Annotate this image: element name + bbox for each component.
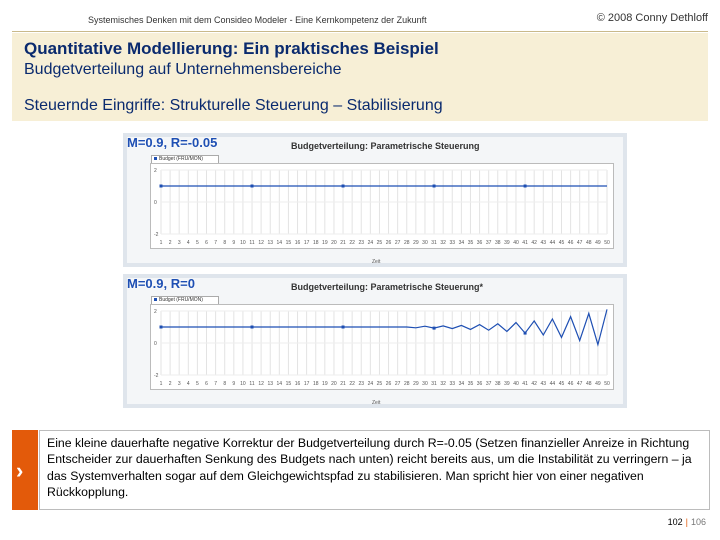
x-tick-label: 29	[413, 240, 419, 246]
x-tick-label: 8	[223, 240, 227, 246]
x-tick-label: 13	[267, 381, 274, 387]
x-tick-label: 25	[376, 240, 383, 246]
x-tick-label: 22	[349, 240, 355, 246]
x-tick-label: 17	[303, 240, 310, 246]
x-tick-label: 18	[312, 381, 319, 387]
note-box	[39, 430, 710, 510]
chart-1	[123, 133, 627, 267]
x-tick-label: 24	[367, 381, 374, 387]
page-separator: |	[685, 517, 688, 527]
x-tick-label: 29	[413, 381, 419, 387]
x-tick-label: 40	[513, 381, 519, 387]
x-tick-label: 33	[449, 240, 456, 246]
x-tick-label: 33	[449, 381, 456, 387]
x-tick-label: 41	[522, 381, 528, 387]
x-tick-label: 49	[595, 240, 601, 246]
x-tick-label: 26	[385, 240, 392, 246]
x-tick-label: 7	[214, 381, 218, 387]
x-tick-label: 45	[558, 381, 565, 387]
x-tick-label: 9	[232, 381, 236, 387]
x-tick-label: 42	[531, 381, 537, 387]
x-tick-label: 37	[485, 240, 492, 246]
x-tick-label: 38	[494, 240, 501, 246]
chart-1-xlabel: Zeit	[372, 259, 381, 265]
note-text: Eine kleine dauerhafte negative Korrektur der Budgetverteilung durch R=-0.05 (Setzen finanzieller Anreize in Richtung Entscheider zur dauerhaften Senkung des Budgets nach unten) reicht bereits aus, um die Instabilität zu verringern – ja das Systemverhalten sogar auf dem Gleichgewichtspfad zu stabilisieren. Man spricht hier von einer negativen Rückkopplung.	[47, 436, 692, 500]
x-tick-label: 22	[349, 381, 355, 387]
x-tick-label: 32	[440, 240, 446, 246]
x-tick-label: 34	[458, 381, 465, 387]
chart-1-param-label: M=0.9, R=-0.05	[127, 135, 218, 150]
x-tick-label: 41	[522, 240, 528, 246]
data-point	[342, 326, 345, 329]
x-tick-label: 42	[531, 240, 537, 246]
legend-swatch	[154, 157, 157, 160]
data-point	[433, 327, 436, 330]
chart-1-title: Budgetverteilung: Parametrische Steuerung	[291, 141, 480, 151]
page-total: 106	[690, 517, 706, 527]
chart-2-svg	[151, 305, 613, 389]
data-point	[160, 185, 163, 188]
x-tick-label: 2	[168, 381, 172, 387]
x-tick-label: 12	[258, 240, 264, 246]
x-tick-label: 4	[186, 240, 190, 246]
chart-2-title: Budgetverteilung: Parametrische Steuerung*	[291, 282, 484, 292]
x-tick-label: 43	[540, 381, 547, 387]
data-point	[251, 185, 254, 188]
x-tick-label: 16	[294, 240, 301, 246]
x-tick-label: 21	[340, 381, 346, 387]
x-tick-label: 18	[312, 240, 319, 246]
x-tick-label: 43	[540, 240, 547, 246]
x-tick-label: 3	[177, 381, 181, 387]
x-tick-label: 37	[485, 381, 492, 387]
x-tick-label: 19	[322, 240, 328, 246]
x-tick-label: 3	[177, 240, 181, 246]
x-tick-label: 20	[331, 381, 337, 387]
x-tick-label: 12	[258, 381, 264, 387]
x-tick-label: 5	[196, 381, 199, 387]
x-tick-label: 48	[586, 381, 592, 387]
chart-2-legend-label: Budget (FRU/MON)	[159, 297, 203, 303]
x-tick-label: 44	[549, 381, 556, 387]
x-tick-label: 44	[549, 240, 556, 246]
x-tick-label: 50	[604, 240, 610, 246]
slide-subtitle: Budgetverteilung auf Unternehmensbereiche	[24, 61, 342, 78]
section-title: Steuernde Eingriffe: Strukturelle Steuerung – Stabilisierung	[24, 97, 443, 114]
x-tick-label: 6	[205, 381, 208, 387]
chart-2-xlabel: Zeit	[372, 400, 381, 406]
slide-title: Quantitative Modellierung: Ein praktisches Beispiel	[24, 39, 439, 58]
chart-1-legend-label: Budget (FRU/MON)	[159, 156, 203, 162]
x-tick-label: 23	[358, 381, 365, 387]
x-tick-label: 13	[267, 240, 274, 246]
x-tick-label: 1	[159, 240, 163, 246]
x-tick-label: 30	[422, 240, 428, 246]
x-tick-label: 15	[285, 381, 292, 387]
x-tick-label: 14	[276, 240, 283, 246]
data-point	[524, 185, 527, 188]
x-tick-label: 34	[458, 240, 465, 246]
x-tick-label: 6	[205, 240, 208, 246]
header-subtitle: Systemisches Denken mit dem Consideo Modeler - Eine Kernkompetenz der Zukunft	[88, 15, 427, 25]
x-tick-label: 38	[494, 381, 501, 387]
chevron-right-icon: ›	[16, 458, 24, 483]
x-tick-label: 25	[376, 381, 383, 387]
header-divider	[12, 31, 708, 32]
series-line-budget	[161, 309, 607, 344]
x-tick-label: 39	[504, 240, 510, 246]
data-point	[524, 332, 527, 335]
x-tick-label: 27	[394, 240, 401, 246]
x-tick-label: 11	[249, 240, 255, 246]
x-tick-label: 46	[567, 381, 574, 387]
y-tick-label: 2	[154, 168, 157, 174]
x-tick-label: 21	[340, 240, 346, 246]
x-tick-label: 4	[186, 381, 190, 387]
page-number	[668, 517, 706, 527]
chart-2-plot	[150, 304, 614, 390]
x-tick-label: 35	[467, 381, 474, 387]
x-tick-label: 45	[558, 240, 565, 246]
x-tick-label: 10	[240, 381, 246, 387]
x-tick-label: 31	[431, 381, 437, 387]
x-tick-label: 47	[576, 240, 583, 246]
chart-1-svg	[151, 164, 613, 248]
chart-2-param-label: M=0.9, R=0	[127, 276, 195, 291]
x-tick-label: 10	[240, 240, 246, 246]
data-point	[433, 185, 436, 188]
x-tick-label: 24	[367, 240, 374, 246]
x-tick-label: 19	[322, 381, 328, 387]
x-tick-label: 15	[285, 240, 292, 246]
x-tick-label: 17	[303, 381, 310, 387]
x-tick-label: 36	[476, 381, 483, 387]
y-tick-label: -2	[154, 373, 159, 379]
data-point	[251, 326, 254, 329]
explanation-note	[12, 430, 708, 510]
data-point	[342, 185, 345, 188]
chart-2-frame	[127, 278, 623, 404]
x-tick-label: 7	[214, 240, 218, 246]
legend-swatch	[154, 298, 157, 301]
x-tick-label: 50	[604, 381, 610, 387]
x-tick-label: 39	[504, 381, 510, 387]
data-point	[160, 326, 163, 329]
x-tick-label: 28	[403, 381, 410, 387]
chart-1-frame	[127, 137, 623, 263]
x-tick-label: 23	[358, 240, 365, 246]
y-tick-label: 0	[154, 200, 157, 206]
x-tick-label: 9	[232, 240, 236, 246]
y-tick-label: 2	[154, 309, 157, 315]
slide-header	[0, 0, 720, 30]
x-tick-label: 27	[394, 381, 401, 387]
note-accent-bar	[12, 430, 38, 510]
x-tick-label: 16	[294, 381, 301, 387]
x-tick-label: 2	[168, 240, 172, 246]
x-tick-label: 48	[586, 240, 592, 246]
x-tick-label: 30	[422, 381, 428, 387]
y-tick-label: -2	[154, 232, 159, 238]
x-tick-label: 14	[276, 381, 283, 387]
x-tick-label: 26	[385, 381, 392, 387]
x-tick-label: 35	[467, 240, 474, 246]
page-current: 102	[667, 517, 683, 527]
x-tick-label: 20	[331, 240, 337, 246]
x-tick-label: 47	[576, 381, 583, 387]
x-tick-label: 49	[595, 381, 601, 387]
x-tick-label: 28	[403, 240, 410, 246]
chart-1-plot	[150, 163, 614, 249]
chart-2	[123, 274, 627, 408]
x-tick-label: 36	[476, 240, 483, 246]
x-tick-label: 31	[431, 240, 437, 246]
x-tick-label: 40	[513, 240, 519, 246]
x-tick-label: 5	[196, 240, 199, 246]
copyright: © 2008 Conny Dethloff	[596, 12, 708, 24]
title-band	[12, 33, 708, 121]
x-tick-label: 1	[159, 381, 163, 387]
x-tick-label: 46	[567, 240, 574, 246]
x-tick-label: 32	[440, 381, 446, 387]
x-tick-label: 11	[249, 381, 255, 387]
y-tick-label: 0	[154, 341, 157, 347]
x-tick-label: 8	[223, 381, 227, 387]
